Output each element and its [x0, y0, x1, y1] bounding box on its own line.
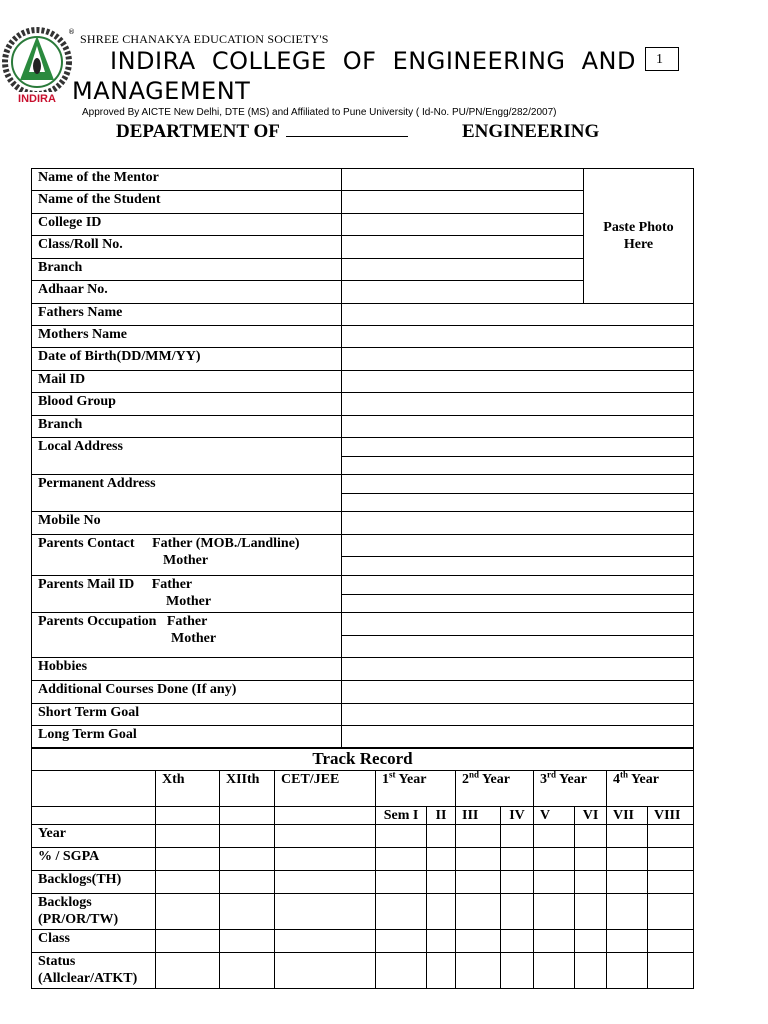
sem-row-empty [32, 807, 156, 825]
track-cell[interactable] [456, 930, 501, 953]
track-cell[interactable] [534, 953, 575, 989]
track-cell[interactable] [427, 953, 456, 989]
approval-line: Approved By AICTE New Delhi, DTE (MS) and Affiliated to Pune University ( Id-No. PU/PN/Engg/282/2007) [82, 107, 557, 118]
track-cell[interactable] [220, 894, 275, 930]
page-number: 1 [645, 47, 679, 71]
mothers-name-label: Mothers Name [32, 326, 342, 348]
track-row-label: % / SGPA [32, 848, 156, 871]
college-title-line1: INDIRA COLLEGE OF ENGINEERING AND [110, 47, 636, 75]
mobile-field[interactable] [342, 512, 694, 535]
track-cell[interactable] [648, 871, 694, 894]
parents-mail-father: Father [151, 577, 193, 592]
class-roll-label: Class/Roll No. [32, 236, 342, 259]
track-row-label: Year [32, 825, 156, 848]
mail-label: Mail ID [32, 371, 342, 393]
track-cell[interactable] [156, 871, 220, 894]
branch-field[interactable] [342, 259, 584, 281]
track-row-label: Status (Allclear/ATKT) [32, 953, 156, 989]
track-cell[interactable] [156, 953, 220, 989]
parents-occupation-father: Father [166, 614, 208, 629]
track-cell[interactable] [575, 825, 607, 848]
track-cell[interactable] [220, 930, 275, 953]
sem-header: Sem I [376, 807, 427, 825]
track-cell[interactable] [456, 825, 501, 848]
photo-placeholder: Paste Photo Here [603, 220, 674, 252]
track-cell[interactable] [607, 871, 648, 894]
track-cell[interactable] [607, 953, 648, 989]
track-cell[interactable] [427, 825, 456, 848]
xth-header: Xth [156, 771, 220, 807]
track-cell[interactable] [501, 953, 534, 989]
track-cell[interactable] [156, 825, 220, 848]
hobbies-field[interactable] [342, 658, 694, 681]
blood-group-field[interactable] [342, 393, 694, 416]
parents-contact-label [32, 535, 342, 576]
college-title-line2: MANAGEMENT [72, 77, 251, 105]
parents-occupation-mother: Mother [171, 631, 217, 646]
track-record-row [32, 894, 694, 930]
first-year-header: 1st Year [376, 771, 456, 807]
cet-jee-header: CET/JEE [275, 771, 376, 807]
society-name: SHREE CHANAKYA EDUCATION SOCIETY'S [80, 32, 329, 46]
short-term-goal-field[interactable] [342, 704, 694, 726]
parents-mail-title: Parents Mail ID [38, 577, 135, 592]
track-cell[interactable] [456, 871, 501, 894]
mobile-label: Mobile No [32, 512, 342, 535]
track-cell[interactable] [220, 848, 275, 871]
additional-courses-label: Additional Courses Done (If any) [32, 681, 342, 704]
track-row-label: Class [32, 930, 156, 953]
long-term-goal-field[interactable] [342, 726, 694, 748]
parents-contact-father: Father (MOB./Landline) [152, 536, 300, 551]
fathers-name-field[interactable] [342, 304, 694, 326]
parents-occupation-mother-field[interactable] [342, 636, 694, 658]
track-cell[interactable] [376, 894, 427, 930]
track-cell[interactable] [501, 930, 534, 953]
track-cell[interactable] [648, 825, 694, 848]
parents-contact-father-field[interactable] [342, 535, 694, 557]
fourth-year-header: 4th Year [607, 771, 694, 807]
long-term-goal-label: Long Term Goal [32, 726, 342, 748]
parents-occupation-father-field[interactable] [342, 613, 694, 636]
adhaar-label: Adhaar No. [32, 281, 342, 304]
sem-header: V [534, 807, 575, 825]
branch-label: Branch [32, 259, 342, 281]
track-cell[interactable] [607, 848, 648, 871]
track-cell[interactable] [275, 871, 376, 894]
track-cell[interactable] [575, 848, 607, 871]
track-record-title: Track Record [32, 749, 694, 771]
track-cell[interactable] [501, 871, 534, 894]
track-cell[interactable] [534, 930, 575, 953]
sem-row-empty [220, 807, 275, 825]
track-cell[interactable] [648, 953, 694, 989]
local-address-field-1[interactable] [342, 438, 694, 457]
college-id-label: College ID [32, 214, 342, 236]
track-row-label: Backlogs (PR/OR/TW) [32, 894, 156, 930]
track-cell[interactable] [220, 871, 275, 894]
parents-contact-mother-field[interactable] [342, 557, 694, 576]
parents-occupation-title: Parents Occupation [38, 614, 157, 629]
track-cell[interactable] [607, 930, 648, 953]
local-address-label: Local Address [32, 438, 342, 475]
track-record-row [32, 871, 694, 894]
track-record-row [32, 953, 694, 989]
track-cell[interactable] [376, 953, 427, 989]
track-row-label: Backlogs(TH) [32, 871, 156, 894]
track-cell[interactable] [275, 848, 376, 871]
track-cell[interactable] [156, 894, 220, 930]
track-cell[interactable] [575, 953, 607, 989]
college-logo [2, 22, 75, 106]
sem-header: VI [575, 807, 607, 825]
mentor-label: Name of the Mentor [32, 169, 342, 191]
short-term-goal-label: Short Term Goal [32, 704, 342, 726]
mentor-field[interactable] [342, 169, 584, 191]
permanent-address-label: Permanent Address [32, 475, 342, 512]
track-cell[interactable] [607, 825, 648, 848]
track-cell[interactable] [501, 825, 534, 848]
track-cell[interactable] [501, 848, 534, 871]
track-record-row [32, 930, 694, 953]
track-cell[interactable] [456, 848, 501, 871]
department-label [116, 121, 408, 143]
track-cell[interactable] [427, 871, 456, 894]
sem-header: II [427, 807, 456, 825]
adhaar-field[interactable] [342, 281, 584, 304]
track-cell[interactable] [376, 871, 427, 894]
track-cell[interactable] [220, 825, 275, 848]
track-cell[interactable] [501, 894, 534, 930]
hobbies-label: Hobbies [32, 658, 342, 681]
track-cell[interactable] [456, 894, 501, 930]
track-cell[interactable] [427, 930, 456, 953]
track-cell[interactable] [376, 825, 427, 848]
photo-box[interactable] [584, 169, 694, 304]
track-cell[interactable] [534, 894, 575, 930]
track-record-table [31, 748, 694, 989]
track-cell[interactable] [456, 953, 501, 989]
track-cell[interactable] [575, 894, 607, 930]
dob-label: Date of Birth(DD/MM/YY) [32, 348, 342, 371]
department-blank-field[interactable] [286, 122, 408, 137]
track-cell[interactable] [275, 953, 376, 989]
third-year-header: 3rd Year [534, 771, 607, 807]
mothers-name-field[interactable] [342, 326, 694, 348]
permanent-address-field-1[interactable] [342, 475, 694, 494]
track-cell[interactable] [534, 848, 575, 871]
parents-occupation-label [32, 613, 342, 658]
permanent-address-field-2[interactable] [342, 494, 694, 512]
parents-mail-mother: Mother [166, 594, 212, 609]
dob-field[interactable] [342, 348, 694, 371]
track-cell[interactable] [275, 930, 376, 953]
logo-text: INDIRA [18, 93, 56, 105]
track-cell[interactable] [220, 953, 275, 989]
track-header-empty [32, 771, 156, 807]
sem-header: VII [607, 807, 648, 825]
xiith-header: XIIth [220, 771, 275, 807]
track-cell[interactable] [534, 825, 575, 848]
class-roll-field[interactable] [342, 236, 584, 259]
parents-mail-label [32, 576, 342, 613]
track-cell[interactable] [648, 894, 694, 930]
track-cell[interactable] [156, 930, 220, 953]
college-id-field[interactable] [342, 214, 584, 236]
parents-mail-mother-field[interactable] [342, 595, 694, 613]
track-cell[interactable] [648, 930, 694, 953]
track-cell[interactable] [575, 871, 607, 894]
sem-row-empty [156, 807, 220, 825]
fathers-name-label: Fathers Name [32, 304, 342, 326]
track-record-row [32, 825, 694, 848]
track-cell[interactable] [575, 930, 607, 953]
student-name-label: Name of the Student [32, 191, 342, 214]
student-info-table [31, 168, 694, 748]
additional-courses-field[interactable] [342, 681, 694, 704]
svg-text:®: ® [68, 28, 75, 36]
second-year-header: 2nd Year [456, 771, 534, 807]
sem-row-empty [275, 807, 376, 825]
branch2-field[interactable] [342, 416, 694, 438]
track-cell[interactable] [427, 894, 456, 930]
track-cell[interactable] [275, 894, 376, 930]
mail-field[interactable] [342, 371, 694, 393]
track-record-row [32, 848, 694, 871]
parents-mail-father-field[interactable] [342, 576, 694, 595]
sem-header: VIII [648, 807, 694, 825]
track-cell[interactable] [534, 871, 575, 894]
branch2-label: Branch [32, 416, 342, 438]
department-prefix: DEPARTMENT OF [116, 121, 280, 142]
local-address-field-2[interactable] [342, 457, 694, 475]
track-cell[interactable] [376, 848, 427, 871]
track-cell[interactable] [376, 930, 427, 953]
sem-header: III [456, 807, 501, 825]
track-cell[interactable] [427, 848, 456, 871]
blood-group-label: Blood Group [32, 393, 342, 416]
sem-header: IV [501, 807, 534, 825]
track-cell[interactable] [156, 848, 220, 871]
parents-contact-title: Parents Contact [38, 536, 135, 551]
track-cell[interactable] [648, 848, 694, 871]
student-name-field[interactable] [342, 191, 584, 214]
track-cell[interactable] [607, 894, 648, 930]
parents-contact-mother: Mother [163, 553, 209, 568]
track-cell[interactable] [275, 825, 376, 848]
department-suffix: ENGINEERING [462, 121, 600, 142]
